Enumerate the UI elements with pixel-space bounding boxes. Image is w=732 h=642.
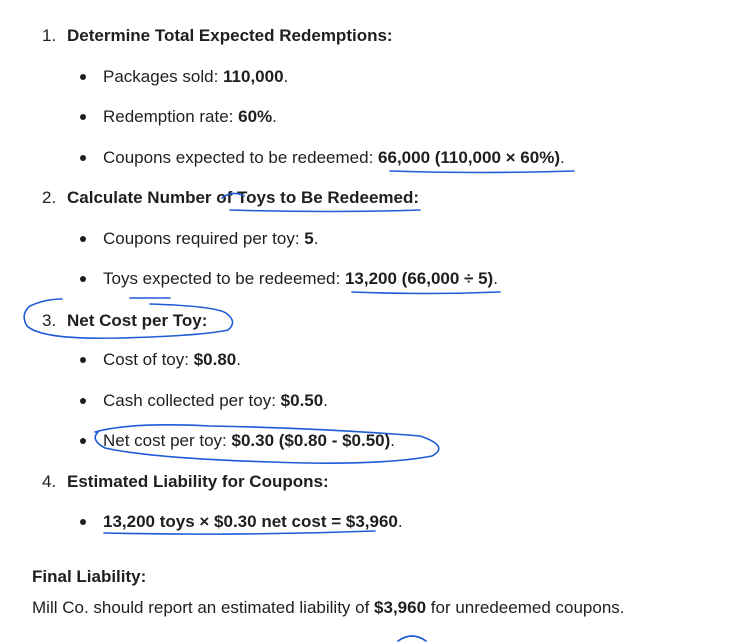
underline-stroke bbox=[352, 292, 500, 294]
step-title: Net Cost per Toy: bbox=[67, 311, 208, 330]
step-number: 2. bbox=[42, 188, 57, 207]
item-label: Cost of toy: bbox=[103, 350, 194, 369]
bullet-dot bbox=[80, 357, 86, 363]
item-label: Packages sold: bbox=[103, 67, 224, 86]
item-suffix: . bbox=[272, 107, 277, 126]
item-value: 13,200 (66,000 ÷ 5) bbox=[344, 269, 494, 288]
item-value: 13,200 toys × $0.30 net cost = $3,960 bbox=[103, 512, 398, 531]
item-suffix: . bbox=[236, 350, 241, 369]
step-title: Determine Total Expected Redemptions: bbox=[67, 26, 393, 45]
item-value: 60% bbox=[238, 107, 273, 126]
item-value: $0.50 bbox=[280, 391, 324, 410]
step-4-heading bbox=[42, 471, 682, 493]
item-suffix: . bbox=[493, 269, 498, 288]
underline-stroke bbox=[390, 171, 574, 173]
step-number: 4. bbox=[42, 472, 57, 491]
item-suffix: . bbox=[323, 391, 328, 410]
step-title: Calculate Number of Toys to Be Redeemed: bbox=[67, 188, 420, 207]
bullet-dot bbox=[80, 236, 86, 242]
item-suffix: . bbox=[283, 67, 289, 86]
item-suffix: . bbox=[390, 431, 396, 450]
bullet-dot bbox=[80, 398, 86, 404]
step-number: 3. bbox=[42, 311, 57, 330]
bullet-dot bbox=[80, 276, 86, 282]
item-label: Coupons expected to be redeemed: bbox=[103, 148, 379, 167]
item-value: 66,000 (110,000 × 60%) bbox=[378, 148, 560, 167]
final-liability-heading: Final Liability: bbox=[32, 567, 147, 586]
item-value: $0.30 ($0.80 - $0.50) bbox=[231, 431, 391, 450]
item-suffix: . bbox=[397, 512, 403, 531]
step-1-heading bbox=[42, 25, 682, 47]
final-amount: $3,960 bbox=[374, 598, 427, 617]
final-liability-text bbox=[32, 597, 722, 619]
item-value: 5 bbox=[304, 229, 314, 248]
underline-stroke bbox=[230, 210, 420, 212]
item-label: Net cost per toy: bbox=[103, 431, 232, 450]
step-3-heading bbox=[42, 310, 682, 332]
mark-stroke bbox=[398, 636, 426, 641]
item-suffix: . bbox=[313, 229, 319, 248]
item-label: Redemption rate: bbox=[103, 107, 239, 126]
bullet-dot bbox=[80, 155, 86, 161]
item-suffix: . bbox=[559, 148, 565, 167]
bullet-dot bbox=[80, 438, 86, 444]
final-prefix: Mill Co. should report an estimated liability of bbox=[32, 598, 375, 617]
bullet-dot bbox=[80, 519, 86, 525]
step-2-heading bbox=[42, 187, 682, 209]
item-value: 110,000 bbox=[223, 67, 284, 86]
item-label: Cash collected per toy: bbox=[103, 391, 281, 410]
item-value: $0.80 bbox=[193, 350, 237, 369]
item-label: Toys expected to be redeemed: bbox=[103, 269, 345, 288]
final-suffix: for unredeemed coupons. bbox=[426, 598, 625, 617]
step-title: Estimated Liability for Coupons: bbox=[67, 472, 329, 491]
step-number: 1. bbox=[42, 26, 57, 45]
bullet-dot bbox=[80, 114, 86, 120]
item-label: Coupons required per toy: bbox=[103, 229, 305, 248]
bullet-dot bbox=[80, 74, 86, 80]
